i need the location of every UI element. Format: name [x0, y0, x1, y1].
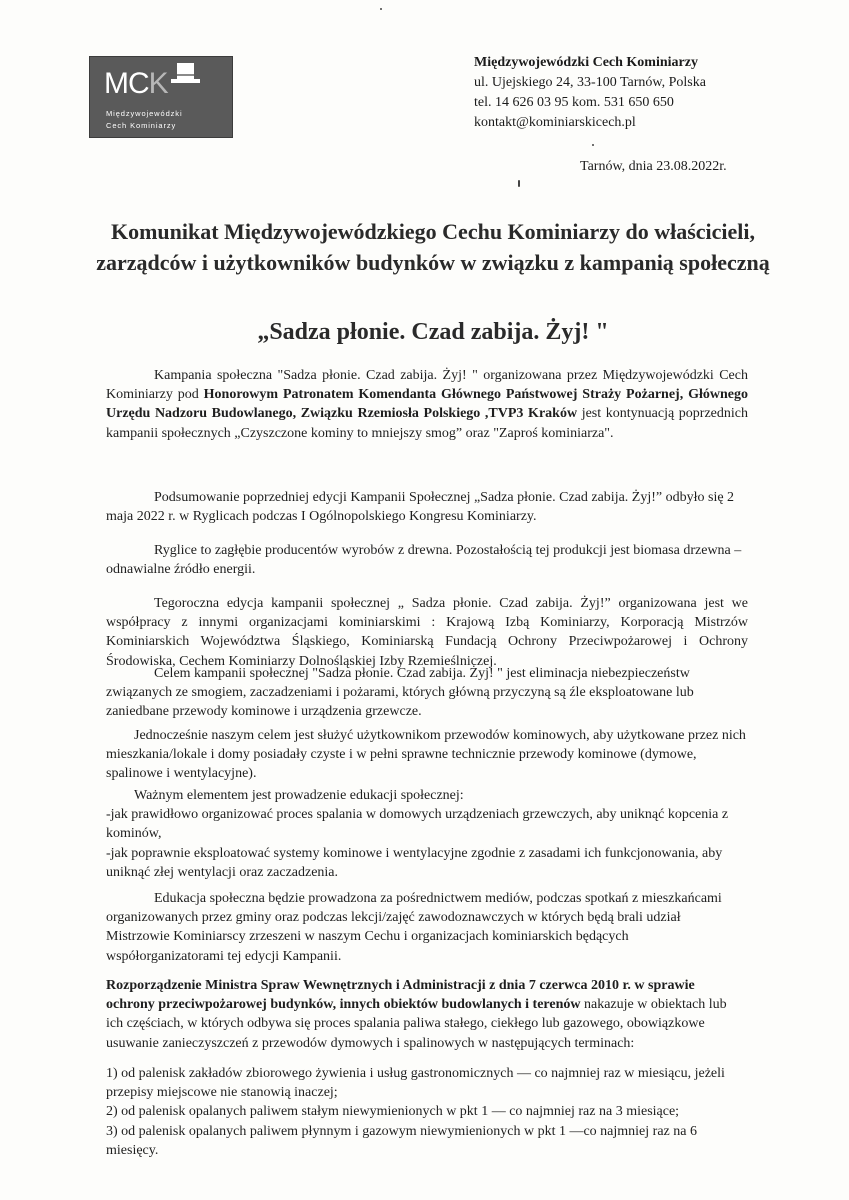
- paragraph-education: [106, 786, 746, 882]
- sender-address: [474, 53, 706, 133]
- document-title: Komunikat Międzywojewódzkiego Cechu Kominiarzy do właścicieli, zarządców i użytkowników budynków w związku z kampanią społeczną: [96, 219, 770, 275]
- scan-speck: [380, 8, 382, 10]
- list-item: 3) od palenisk opalanych paliwem płynnym i gazowym niewymienionych w pkt 1 —co najmniej raz na 6 miesięcy.: [106, 1123, 697, 1158]
- paragraph-education-channels: Edukacja społeczna będzie prowadzona za pośrednictwem mediów, podczas spotkań z mieszkańcami organizowanych przez gminy oraz podczas lekcji/zajęć zawodoznawczych w których będą brali udział Mistrzowie Kominiarscy zrzeszeni w naszym Cechu i organizacjach kominiarskich będących współorganizatorami tej edycji Kampanii.: [106, 891, 722, 964]
- paragraph-users-goal: Jednocześnie naszym celem jest służyć użytkownikom przewodów kominowych, aby użytkowane przez nich mieszkania/lokale i domy posiadały czyste i w pełni sprawne technicznie przewody kominowe (dymowe, spalinowe i wentylacyjne).: [106, 728, 746, 782]
- education-lead: Ważnym elementem jest prowadzenie edukacji społecznej:: [134, 788, 464, 803]
- paragraph-campaign-intro: Kampania społeczna "Sadza płonie. Czad zabija. Żyj! " organizowana przez Międzywojewódzki Cech Kominiarzy pod Honorowym Patronatem Komendanta Głównego Państwowej Straży Pożarnej, Głównego Urzędu Nadzoru Budowlanego, Związku Rzemiosła Polskiego ,TVP3 Kraków jest kontynuacją poprzednich kampanii społecznych „Czyszczone kominy to mniejszy smog” oraz "Zaproś kominiarza".: [106, 368, 748, 441]
- list-item: 2) od palenisk opalanych paliwem stałym niewymienionych w pkt 1 — co najmniej raz na 3 miesiące;: [106, 1104, 680, 1120]
- street-address: ul. Ujejskiego 24, 33-100 Tarnów, Polska: [474, 75, 706, 90]
- cleaning-schedule-list: [106, 1064, 732, 1160]
- paragraph-previous-edition: Podsumowanie poprzedniej edycji Kampanii Społecznej „Sadza płonie. Czad zabija. Żyj!” odbyło się 2 maja 2022 r. w Ryglicach podczas I Ogólnopolskiego Kongresu Kominiarzy.: [106, 490, 735, 525]
- scan-speck: [592, 144, 594, 146]
- phone-numbers: tel. 14 626 03 95 kom. 531 650 650: [474, 95, 674, 110]
- email-address: kontakt@kominiarskicech.pl: [474, 115, 636, 130]
- paragraph-ryglice: Ryglice to zagłębie producentów wyrobów z drewna. Pozostałością tej produkcji jest biomasa drzewna – odnawialne źródło energii.: [106, 543, 742, 578]
- top-hat-icon: [168, 61, 202, 87]
- list-item: 1) od palenisk zakładów zbiorowego żywienia i usług gastronomicznych — co najmniej raz w miesiącu, jeżeli przepisy miejscowe nie stanowią inaczej;: [106, 1066, 725, 1101]
- education-item: -jak prawidłowo organizować proces spalania w domowych urządzeniach grzewczych, aby uniknąć kopcenia z kominów,: [106, 807, 729, 842]
- document-date: Tarnów, dnia 23.08.2022r.: [580, 159, 727, 174]
- education-item: -jak poprawnie eksploatować systemy kominowe i wentylacyjne zgodnie z zasadami ich funkcjonowania, aby uniknąć złej wentylacji oraz zaczadzenia.: [106, 845, 723, 880]
- scan-speck: [518, 180, 520, 187]
- campaign-slogan: „Sadza płonie. Czad zabija. Żyj! ": [257, 319, 609, 345]
- organization-name: Międzywojewódzki Cech Kominiarzy: [474, 55, 698, 70]
- regulation-title: Rozporządzenie Ministra Spraw Wewnętrznych i Administracji z dnia 7 czerwca 2010 r. w sprawie ochrony przeciwpożarowej budynków, innych obiektów budowlanych i terenów: [106, 978, 695, 1013]
- cech-logo: [89, 56, 233, 138]
- paragraph-this-edition: Tegoroczna edycja kampanii społecznej „ Sadza płonie. Czad zabija. Żyj!” organizowana jest we współpracy z innymi organizacjami kominiarskimi : Krajową Izbą Kominiarzy, Korporacją Mistrzów Kominiarskich Województwa Śląskiego, Kominiarską Fundacją Ochrony Przeciwpożarowej i Ochrony Środowiska, Cechem Kominiarzy Dolnośląskiej Izby Rzemieślniczej.: [106, 596, 748, 669]
- paragraph-regulation: Rozporządzenie Ministra Spraw Wewnętrznych i Administracji z dnia 7 czerwca 2010 r. w sprawie ochrony przeciwpożarowej budynków, innych obiektów budowlanych i terenów nakazuje w obiektach lub ich częściach, w których odbywa się proces spalania paliwa stałego, ciekłego lub gazowego, obowiązkowe usuwanie zanieczyszczeń z przewodów dymowych i spalinowych w następujących terminach:: [106, 978, 727, 1051]
- logo-text-line2: Cech Kominiarzy: [106, 121, 177, 130]
- logo-mark: MCK: [104, 67, 168, 100]
- patronage-text: Honorowym Patronatem Komendanta Głównego Państwowej Straży Pożarnej, Głównego Urzędu Nadzoru Budowlanego, Związku Rzemiosła Polskiego ,TVP3 Kraków: [106, 387, 748, 422]
- logo-text-line1: Międzywojewódzki: [106, 109, 183, 118]
- paragraph-campaign-goal: Celem kampanii społecznej "Sadza płonie. Czad zabija. Żyj! " jest eliminacja niebezpieczeństw związanych ze smogiem, zaczadzeniami i pożarami, których główną przyczyną są źle eksploatowane lub zaniedbane przewody kominowe i urządzenia grzewcze.: [106, 666, 694, 720]
